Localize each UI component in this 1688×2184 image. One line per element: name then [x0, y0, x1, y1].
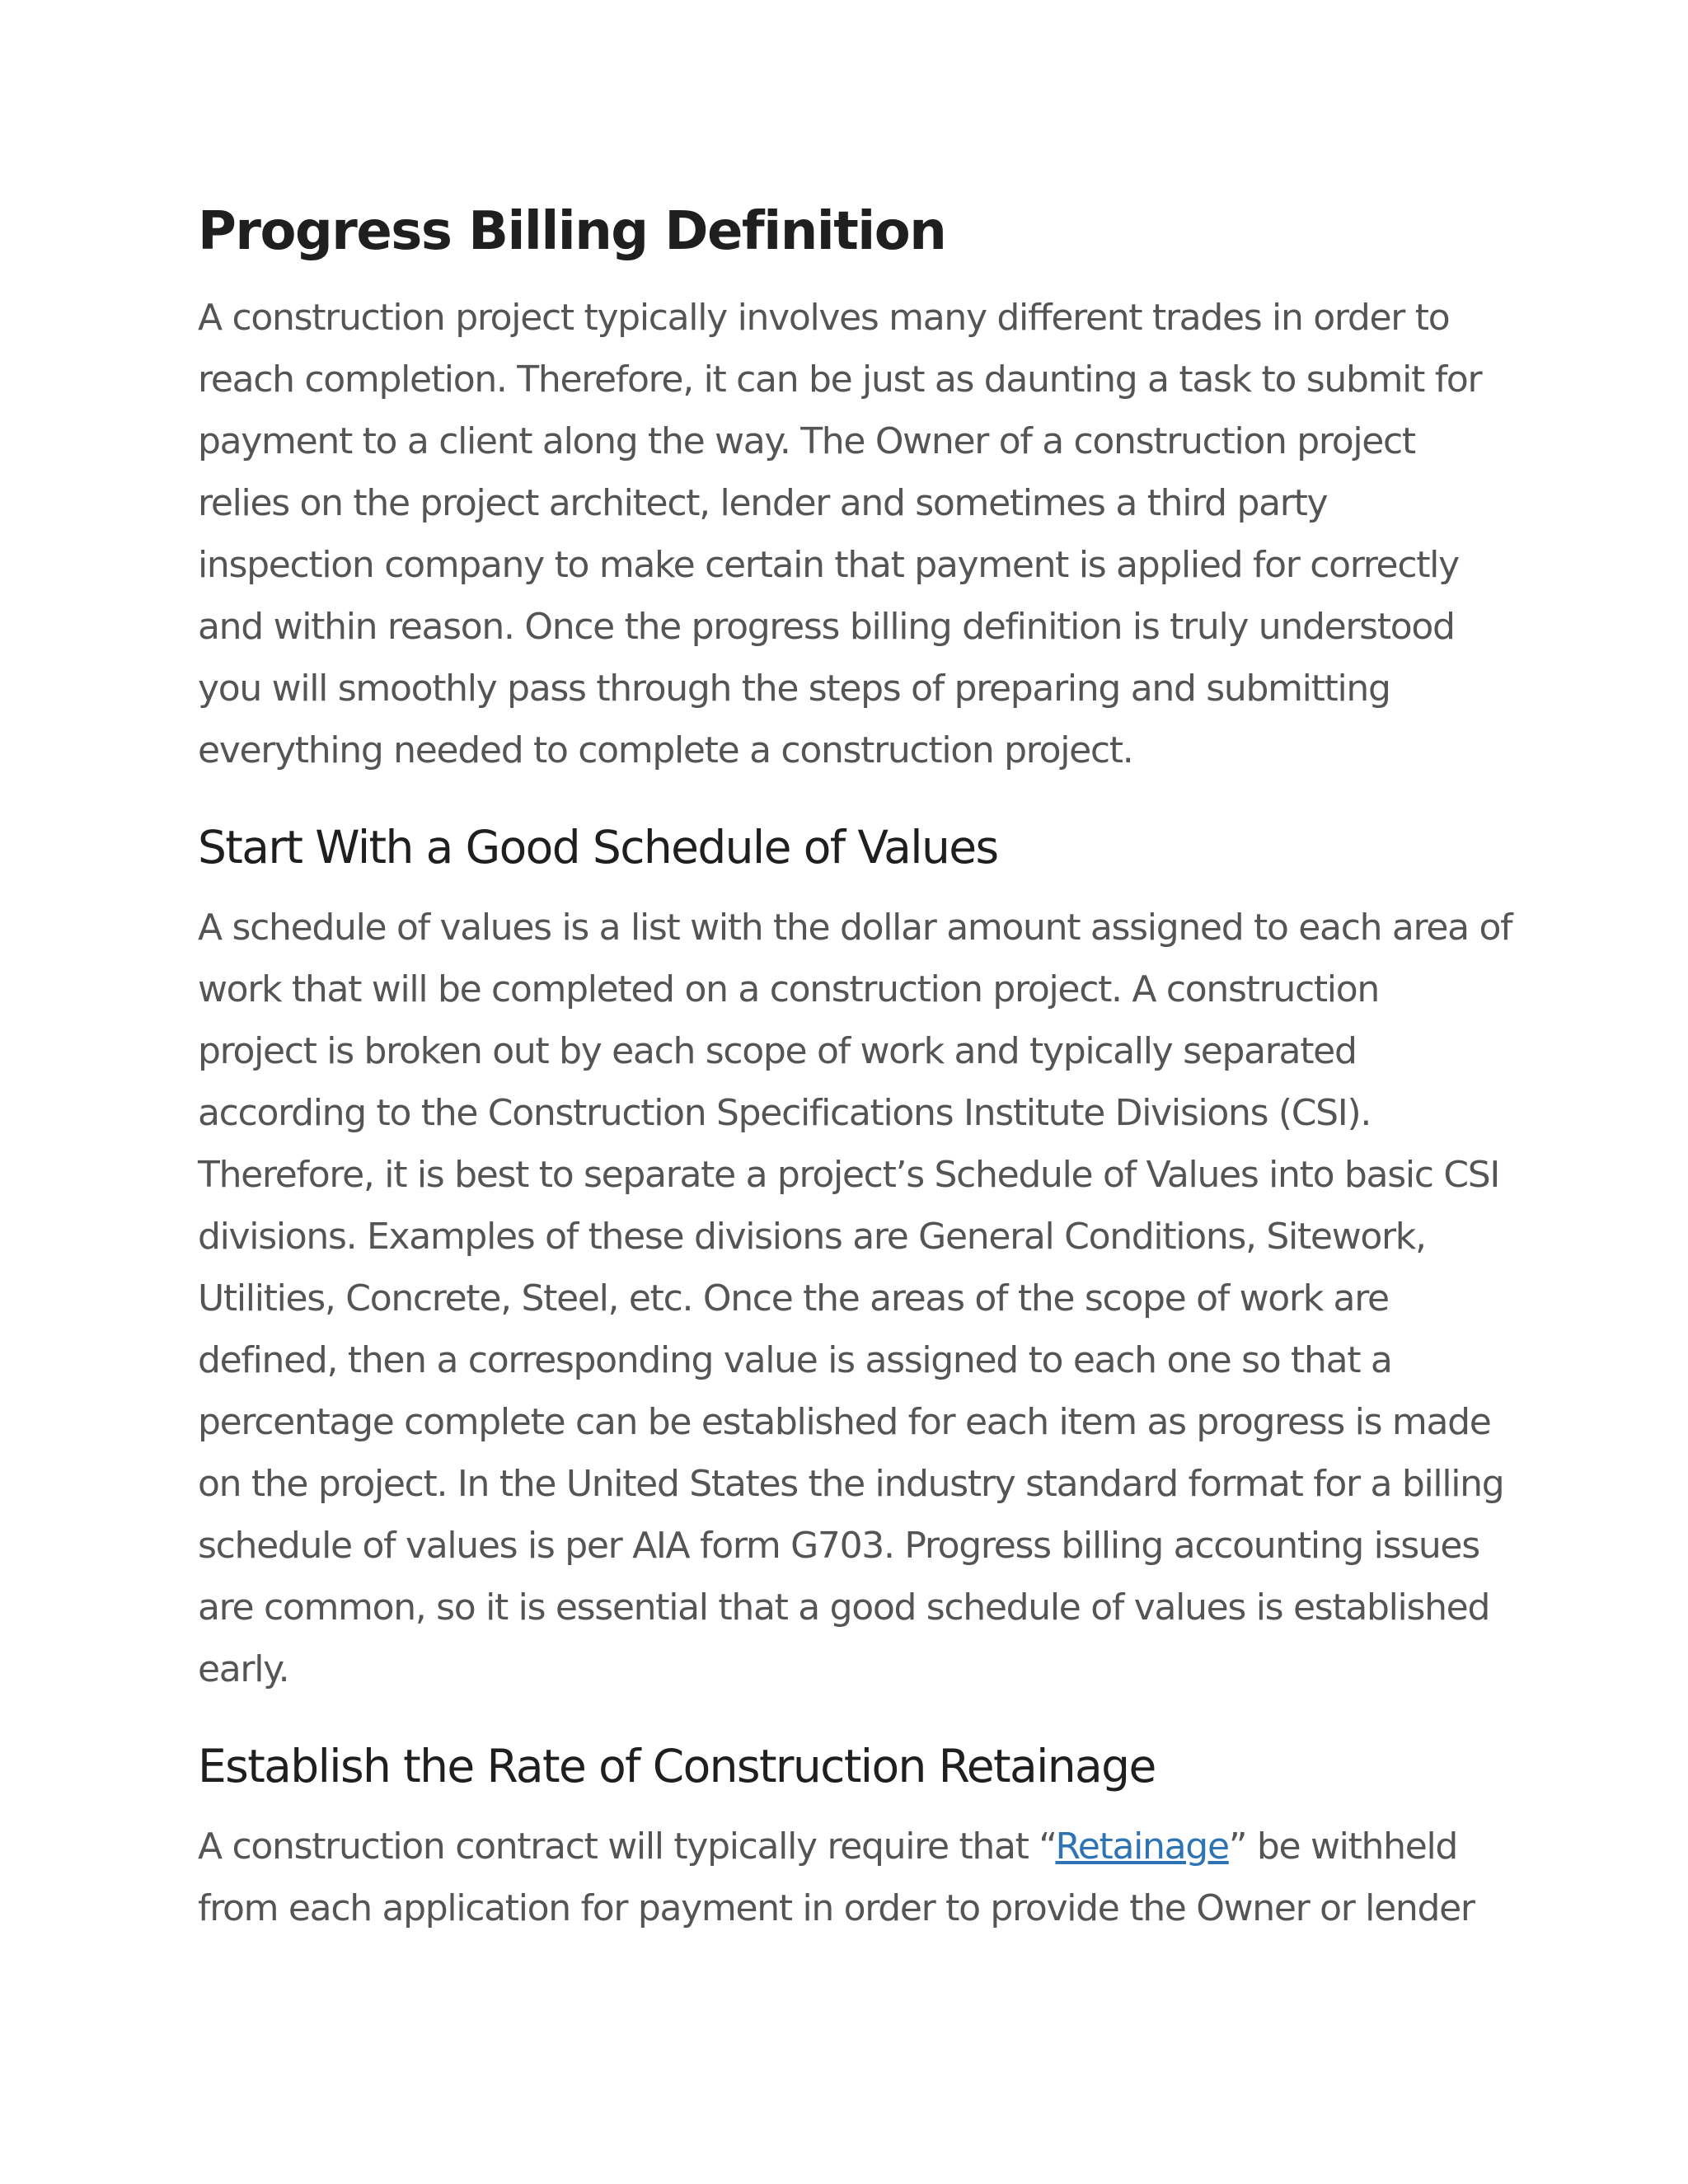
paragraph-line: Utilities, Concrete, Steel, etc. Once the areas of the scope of work are: [198, 1277, 1389, 1319]
page-title: Progress Billing Definition: [198, 201, 946, 262]
line-text: ” be withheld: [1228, 1825, 1458, 1868]
paragraph-line: are common, so it is essential that a good schedule of values is established: [198, 1586, 1490, 1629]
intro-line: relies on the project architect, lender and sometimes a third party: [198, 482, 1328, 524]
section-heading-retainage: Establish the Rate of Construction Retainage: [198, 1740, 1156, 1793]
paragraph-line: defined, then a corresponding value is assigned to each one so that a: [198, 1339, 1392, 1381]
paragraph-line: A schedule of values is a list with the dollar amount assigned to each area of: [198, 907, 1512, 949]
intro-line: everything needed to complete a construction project.: [198, 729, 1133, 771]
paragraph-line: percentage complete can be established for each item as progress is made: [198, 1401, 1491, 1443]
intro-line: payment to a client along the way. The Owner of a construction project: [198, 420, 1415, 462]
intro-line: reach completion. Therefore, it can be just as daunting a task to submit for: [198, 359, 1482, 401]
article-body: [198, 194, 1517, 1939]
paragraph-line: according to the Construction Specifications Institute Divisions (CSI).: [198, 1092, 1372, 1134]
paragraph-line: early.: [198, 1648, 289, 1690]
paragraph-line: on the project. In the United States the industry standard format for a billing: [198, 1463, 1504, 1505]
paragraph-line: work that will be completed on a construction project. A construction: [198, 968, 1379, 1010]
retainage-paragraph: [198, 1816, 1517, 1939]
paragraph-line: from each application for payment in order to provide the Owner or lender: [198, 1887, 1475, 1929]
paragraph-line: divisions. Examples of these divisions are General Conditions, Sitework,: [198, 1216, 1426, 1258]
paragraph-line: schedule of values is per AIA form G703. Progress billing accounting issues: [198, 1525, 1479, 1567]
paragraph-line: project is broken out by each scope of work and typically separated: [198, 1030, 1357, 1072]
intro-line: and within reason. Once the progress billing definition is truly understood: [198, 606, 1455, 648]
schedule-of-values-paragraph: [198, 897, 1517, 1700]
line-text: A construction contract will typically require that “: [198, 1825, 1056, 1868]
intro-line: A construction project typically involves many different trades in order to: [198, 297, 1450, 339]
intro-line: inspection company to make certain that payment is applied for correctly: [198, 544, 1459, 586]
section-heading-schedule-of-values: Start With a Good Schedule of Values: [198, 821, 998, 874]
paragraph-line: Therefore, it is best to separate a project’s Schedule of Values into basic CSI: [198, 1154, 1500, 1196]
retainage-link[interactable]: Retainage: [1055, 1825, 1229, 1868]
paragraph-line: [198, 1816, 1517, 1877]
intro-paragraph: [198, 287, 1517, 781]
intro-line: you will smoothly pass through the steps of preparing and submitting: [198, 668, 1390, 710]
